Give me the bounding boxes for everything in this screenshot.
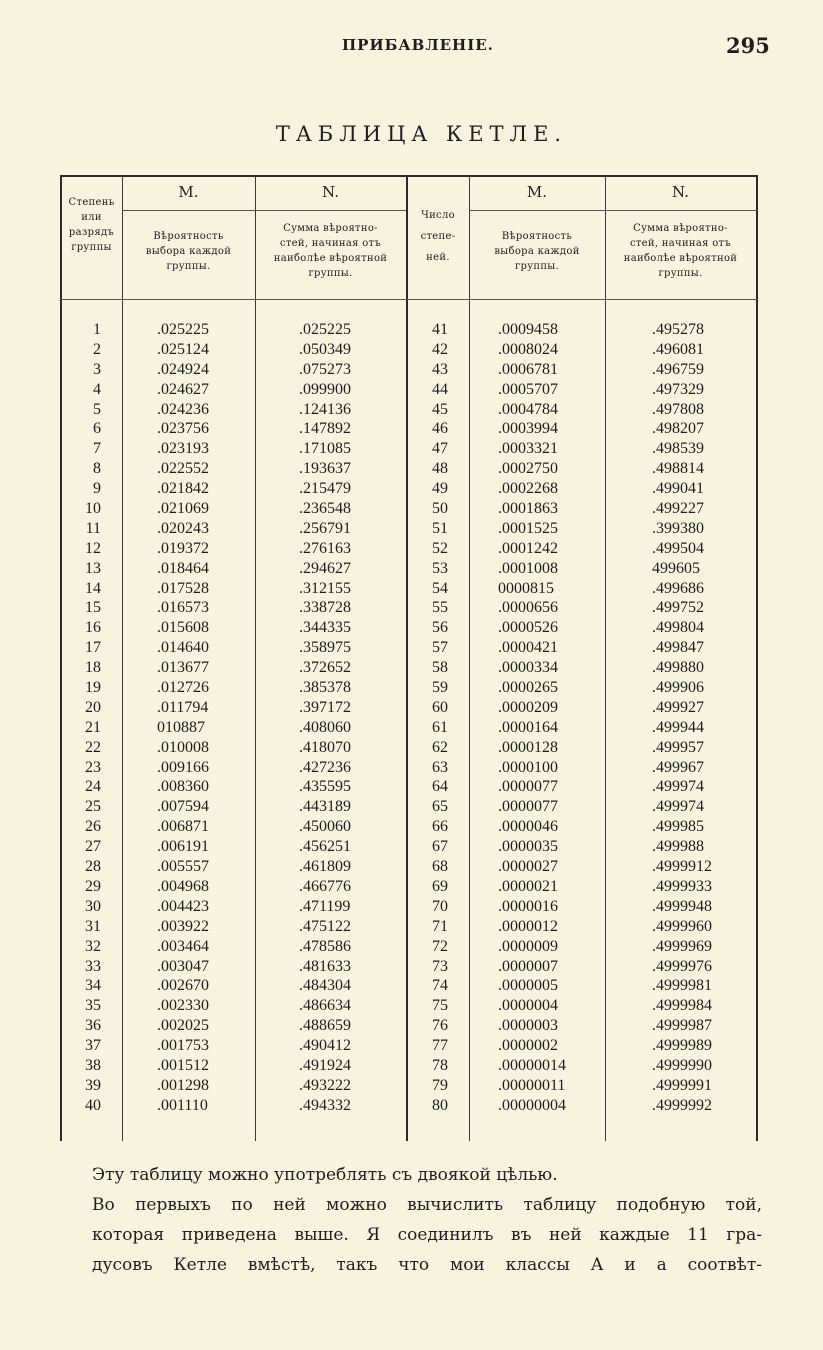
table-cell: 44: [432, 380, 448, 398]
paragraph-2-line-1: Во первыхъ по ней можно вычислить таблицу подобную той,: [92, 1195, 762, 1215]
header-number: Число степе- ней.: [420, 210, 456, 263]
page-number: 295: [726, 33, 770, 58]
table-cell: .0000002: [498, 1037, 558, 1055]
table-cell: .475122: [299, 917, 351, 935]
header-m-left-letter: M.: [178, 183, 199, 201]
table-cell: 36: [85, 1017, 101, 1035]
table-cell: .0000004: [498, 997, 558, 1015]
table-cell: .021842: [157, 480, 209, 498]
table-cell: .015608: [157, 619, 209, 637]
table-cell: .024627: [157, 380, 209, 398]
table-cell: 1: [93, 321, 101, 338]
table-cell: 12: [85, 539, 101, 557]
table-cell: .0002268: [498, 480, 558, 498]
table-cell: .009166: [157, 758, 209, 776]
table-cell: .004423: [157, 897, 209, 915]
table-cell: 53: [432, 559, 448, 577]
table-cell: 22: [85, 738, 101, 756]
body-text: [92, 1160, 762, 1280]
table-cell: .499804: [652, 619, 704, 637]
table-cell: .4999912: [652, 858, 712, 876]
table-border-right: [756, 177, 758, 1141]
table-cell: .312155: [299, 579, 351, 597]
table-cell: .005557: [157, 858, 209, 876]
table-cell: .484304: [299, 977, 351, 995]
table-cell: .124136: [299, 400, 351, 418]
table-cell: .427236: [299, 758, 351, 776]
table-cell: .456251: [299, 838, 351, 856]
table-cell: .0000046: [498, 818, 558, 836]
table-cell: 41: [432, 321, 448, 338]
table-cell: .0001008: [498, 559, 558, 577]
table-cell: .0000421: [498, 639, 558, 657]
table-cell: .001110: [157, 1096, 208, 1114]
table-cell: .018464: [157, 559, 209, 577]
table-cell: .408060: [299, 718, 351, 736]
table-cell: .017528: [157, 579, 209, 597]
table-cell: .499227: [652, 500, 704, 518]
table-cell: .0009458: [498, 321, 558, 338]
running-title: ПРИБАВЛЕНІЕ.: [342, 36, 494, 54]
table-cell: 35: [85, 997, 101, 1015]
table-cell: 3: [93, 360, 101, 378]
table-cell: 17: [85, 639, 101, 657]
table-cell: 50: [432, 500, 448, 518]
table-cell: .443189: [299, 798, 351, 816]
header-n-left-letter: N.: [322, 183, 339, 201]
table-cell: .418070: [299, 738, 351, 756]
table-cell: .499504: [652, 539, 704, 557]
header-degree: Степень или разрядъ группы: [68, 197, 115, 253]
table-cell: 58: [432, 659, 448, 677]
table-cell: 62: [432, 738, 448, 756]
table-cell: .344335: [299, 619, 351, 637]
table-cell: .236548: [299, 500, 351, 518]
table-cell: .0001242: [498, 539, 558, 557]
table-cell: 32: [85, 937, 101, 955]
table-cell: 6: [93, 420, 101, 438]
table-cell: .0006781: [498, 360, 558, 378]
table-cell: .193637: [299, 460, 351, 478]
table-cell: 78: [432, 1056, 448, 1074]
table-cell: 5: [93, 400, 101, 418]
table-cell: .4999948: [652, 897, 712, 915]
column-degrees-left: [60, 320, 101, 1116]
table-cell: .0001525: [498, 519, 558, 537]
table-cell: .499974: [652, 778, 704, 796]
table-cell: .499988: [652, 838, 704, 856]
table-cell: 69: [432, 877, 448, 895]
table-cell: 33: [85, 957, 101, 975]
table-cell: 9: [93, 480, 101, 498]
table-cell: .4999990: [652, 1056, 712, 1074]
table-cell: .385378: [299, 679, 351, 697]
table-cell: .294627: [299, 559, 351, 577]
table-cell: 45: [432, 400, 448, 418]
table-cell: 19: [85, 679, 101, 697]
table-cell: .001753: [157, 1037, 209, 1055]
column-rule: [605, 177, 606, 1141]
table-cell: .001298: [157, 1076, 209, 1094]
table-cell: .0000077: [498, 798, 558, 816]
table-cell: .050349: [299, 340, 351, 358]
table-cell: .00000014: [498, 1056, 566, 1074]
table-cell: .0000005: [498, 977, 558, 995]
table-cell: .014640: [157, 639, 209, 657]
table-cell: .0001863: [498, 500, 558, 518]
table-cell: 7: [93, 440, 101, 458]
table-cell: 10: [85, 500, 101, 518]
table-cell: .025225: [299, 321, 351, 338]
paragraph-1: Эту таблицу можно употреблять съ двоякой цѣлью.: [92, 1165, 558, 1185]
table-cell: .499847: [652, 639, 704, 657]
table-cell: .450060: [299, 818, 351, 836]
header-m-right-letter: M.: [526, 183, 548, 201]
table-cell: .4999960: [652, 917, 712, 935]
table-cell: 23: [85, 758, 101, 776]
table-cell: .006191: [157, 838, 209, 856]
table-cell: 64: [432, 778, 448, 796]
table-cell: .016573: [157, 599, 209, 617]
table-cell: 010887: [157, 718, 205, 736]
table-cell: .011794: [157, 698, 209, 716]
table-cell: .498814: [652, 460, 704, 478]
table-cell: .0000027: [498, 858, 558, 876]
table-cell: .499985: [652, 818, 704, 836]
table-cell: .00000004: [498, 1096, 566, 1114]
table-cell: 26: [85, 818, 101, 836]
header-n-right-letter: N.: [672, 183, 689, 201]
table-cell: 51: [432, 519, 448, 537]
table-cell: .471199: [299, 897, 351, 915]
table-cell: .4999992: [652, 1096, 712, 1114]
table-cell: .486634: [299, 997, 351, 1015]
table-cell: .399380: [652, 519, 704, 537]
table-cell: .006871: [157, 818, 209, 836]
table-cell: .020243: [157, 519, 209, 537]
table-title: ТАБЛИЦА КЕТЛЕ.: [275, 122, 568, 146]
table-cell: .002670: [157, 977, 209, 995]
running-head: [0, 33, 823, 62]
table-cell: .498207: [652, 420, 704, 438]
table-cell: .012726: [157, 679, 209, 697]
table-cell: 16: [85, 619, 101, 637]
table-cell: 20: [85, 698, 101, 716]
letter-rule-right: [469, 210, 758, 211]
table-cell: .008360: [157, 778, 209, 796]
table-cell: .099900: [299, 380, 351, 398]
table-cell: .491924: [299, 1056, 351, 1074]
table-cell: .024236: [157, 400, 209, 418]
column-degrees-right: [406, 320, 448, 1116]
paragraph-2-line-3: дусовъ Кетле вмѣстѣ, такъ что мои классы А и а соотвѣт-: [92, 1255, 762, 1275]
table-cell: .0000265: [498, 679, 558, 697]
table-cell: 68: [432, 858, 448, 876]
table-cell: .488659: [299, 1017, 351, 1035]
table-cell: 52: [432, 539, 448, 557]
table-cell: 39: [85, 1076, 101, 1094]
table-cell: .0000100: [498, 758, 558, 776]
table-cell: 14: [85, 579, 101, 597]
table-cell: .494332: [299, 1096, 351, 1114]
table-cell: .495278: [652, 321, 704, 338]
table-cell: 13: [85, 559, 101, 577]
table-cell: .0000526: [498, 619, 558, 637]
table-cell: .496759: [652, 360, 704, 378]
table-cell: .493222: [299, 1076, 351, 1094]
table-cell: .023193: [157, 440, 209, 458]
table-cell: 75: [432, 997, 448, 1015]
table-cell: 59: [432, 679, 448, 697]
table-cell: 28: [85, 858, 101, 876]
header-m-right-desc: Вѣроятность выбора каждой группы.: [494, 231, 580, 272]
header-m-left-desc: Вѣроятность выбора каждой группы.: [145, 231, 232, 272]
table-cell: .496081: [652, 340, 704, 358]
paragraph-2-line-2: которая приведена выше. Я соединилъ въ ней каждые 11 гра-: [92, 1225, 762, 1245]
table-cell: .499906: [652, 679, 704, 697]
table-cell: .4999984: [652, 997, 712, 1015]
table-cell: .001512: [157, 1056, 209, 1074]
table-cell: .025225: [157, 321, 209, 338]
table-cell: .0000009: [498, 937, 558, 955]
table-cell: .435595: [299, 778, 351, 796]
table-cell: .358975: [299, 639, 351, 657]
table-cell: .0008024: [498, 340, 558, 358]
table-cell: .0000334: [498, 659, 558, 677]
table-cell: .0000209: [498, 698, 558, 716]
quetelet-table: [60, 175, 758, 1141]
table-cell: 11: [85, 519, 101, 537]
table-cell: .397172: [299, 698, 351, 716]
table-cell: .0000003: [498, 1017, 558, 1035]
table-cell: .0000128: [498, 738, 558, 756]
column-rule: [469, 177, 470, 1141]
table-cell: .0003321: [498, 440, 558, 458]
table-cell: 77: [432, 1037, 448, 1055]
table-cell: 54: [432, 579, 448, 597]
table-cell: .023756: [157, 420, 209, 438]
letter-rule-left: [122, 210, 406, 211]
table-cell: .499927: [652, 698, 704, 716]
table-cell: .4999981: [652, 977, 712, 995]
table-cell: .276163: [299, 539, 351, 557]
table-cell: .256791: [299, 519, 351, 537]
table-cell: .0002750: [498, 460, 558, 478]
table-cell: .499880: [652, 659, 704, 677]
table-cell: .003047: [157, 957, 209, 975]
table-cell: 18: [85, 659, 101, 677]
table-cell: .499752: [652, 599, 704, 617]
table-cell: 42: [432, 340, 448, 358]
table-cell: 27: [85, 838, 101, 856]
table-cell: .499041: [652, 480, 704, 498]
table-cell: .00000011: [498, 1076, 566, 1094]
table-cell: 70: [432, 897, 448, 915]
table-cell: 47: [432, 440, 448, 458]
table-cell: 63: [432, 758, 448, 776]
table-cell: .0004784: [498, 400, 558, 418]
column-n-right: [652, 320, 712, 1116]
table-cell: .478586: [299, 937, 351, 955]
table-cell: 65: [432, 798, 448, 816]
table-cell: .0000656: [498, 599, 558, 617]
table-cell: 2: [93, 340, 101, 358]
table-cell: 74: [432, 977, 448, 995]
table-cell: 499605: [652, 559, 700, 577]
table-cell: .338728: [299, 599, 351, 617]
table-cell: 21: [85, 718, 101, 736]
table-cell: 67: [432, 838, 448, 856]
table-cell: .0000021: [498, 877, 558, 895]
table-cell: .497329: [652, 380, 704, 398]
column-rule: [255, 177, 256, 1141]
table-cell: 76: [432, 1017, 448, 1035]
table-cell: .003922: [157, 917, 209, 935]
table-cell: .499686: [652, 579, 704, 597]
table-cell: .499967: [652, 758, 704, 776]
table-cell: .4999976: [652, 957, 712, 975]
table-cell: .0000016: [498, 897, 558, 915]
table-cell: .499974: [652, 798, 704, 816]
table-cell: .0000012: [498, 917, 558, 935]
table-cell: .0000007: [498, 957, 558, 975]
paragraph-2: [92, 1190, 762, 1280]
table-cell: 30: [85, 897, 101, 915]
table-cell: .0000164: [498, 718, 558, 736]
table-cell: .4999991: [652, 1076, 712, 1094]
table-cell: .4999969: [652, 937, 712, 955]
table-cell: 72: [432, 937, 448, 955]
header-bottom-rule: [60, 299, 758, 300]
table-cell: .019372: [157, 539, 209, 557]
table-cell: .147892: [299, 420, 351, 438]
table-cell: .013677: [157, 659, 209, 677]
table-cell: 80: [432, 1096, 448, 1114]
table-cell: .003464: [157, 937, 209, 955]
table-cell: .004968: [157, 877, 209, 895]
table-cell: 0000815: [498, 579, 554, 597]
table-cell: .461809: [299, 858, 351, 876]
table-cell: .0000035: [498, 838, 558, 856]
table-cell: .021069: [157, 500, 209, 518]
table-cell: 34: [85, 977, 101, 995]
table-cell: 49: [432, 480, 448, 498]
header-n-left-desc: Сумма вѣроятно- стей, начиная отъ наиболѣе вѣроятной группы.: [273, 223, 388, 279]
table-cell: .481633: [299, 957, 351, 975]
table-cell: 46: [432, 420, 448, 438]
table-cell: 15: [85, 599, 101, 617]
table-cell: 31: [85, 917, 101, 935]
column-rule: [122, 177, 123, 1141]
table-cell: .4999989: [652, 1037, 712, 1055]
table-cell: .466776: [299, 877, 351, 895]
table-cell: 25: [85, 798, 101, 816]
table-cell: 61: [432, 718, 448, 736]
table-cell: 71: [432, 917, 448, 935]
table-cell: .002330: [157, 997, 209, 1015]
table-cell: .372652: [299, 659, 351, 677]
table-cell: .499944: [652, 718, 704, 736]
table-cell: .0000077: [498, 778, 558, 796]
table-cell: 57: [432, 639, 448, 657]
table-cell: .499957: [652, 738, 704, 756]
table-cell: .490412: [299, 1037, 351, 1055]
table-cell: 40: [85, 1096, 101, 1114]
table-cell: 4: [93, 380, 101, 398]
table-cell: .498539: [652, 440, 704, 458]
table-cell: 56: [432, 619, 448, 637]
table-cell: 55: [432, 599, 448, 617]
table-cell: 48: [432, 460, 448, 478]
table-cell: .215479: [299, 480, 351, 498]
table-cell: 24: [85, 778, 101, 796]
table-cell: 60: [432, 698, 448, 716]
table-cell: 73: [432, 957, 448, 975]
table-cell: .4999933: [652, 877, 712, 895]
table-cell: 8: [93, 460, 101, 478]
column-m-left: [157, 320, 209, 1116]
table-cell: .0003994: [498, 420, 558, 438]
table-cell: .4999987: [652, 1017, 712, 1035]
table-cell: .010008: [157, 738, 209, 756]
table-cell: 66: [432, 818, 448, 836]
table-cell: .024924: [157, 360, 209, 378]
table-cell: 43: [432, 360, 448, 378]
column-n-left: [299, 320, 351, 1116]
table-cell: .007594: [157, 798, 209, 816]
table-cell: 29: [85, 877, 101, 895]
table-cell: .497808: [652, 400, 704, 418]
table-cell: .075273: [299, 360, 351, 378]
table-cell: 79: [432, 1076, 448, 1094]
table-cell: .002025: [157, 1017, 209, 1035]
header-n-right-desc: Сумма вѣроятно- стей, начиная отъ наиболѣе вѣроятной группы.: [623, 223, 738, 279]
table-cell: .171085: [299, 440, 351, 458]
table-cell: .0005707: [498, 380, 558, 398]
table-cell: .022552: [157, 460, 209, 478]
table-cell: 37: [85, 1037, 101, 1055]
column-m-right: [498, 320, 566, 1116]
table-cell: 38: [85, 1056, 101, 1074]
table-cell: .025124: [157, 340, 209, 358]
